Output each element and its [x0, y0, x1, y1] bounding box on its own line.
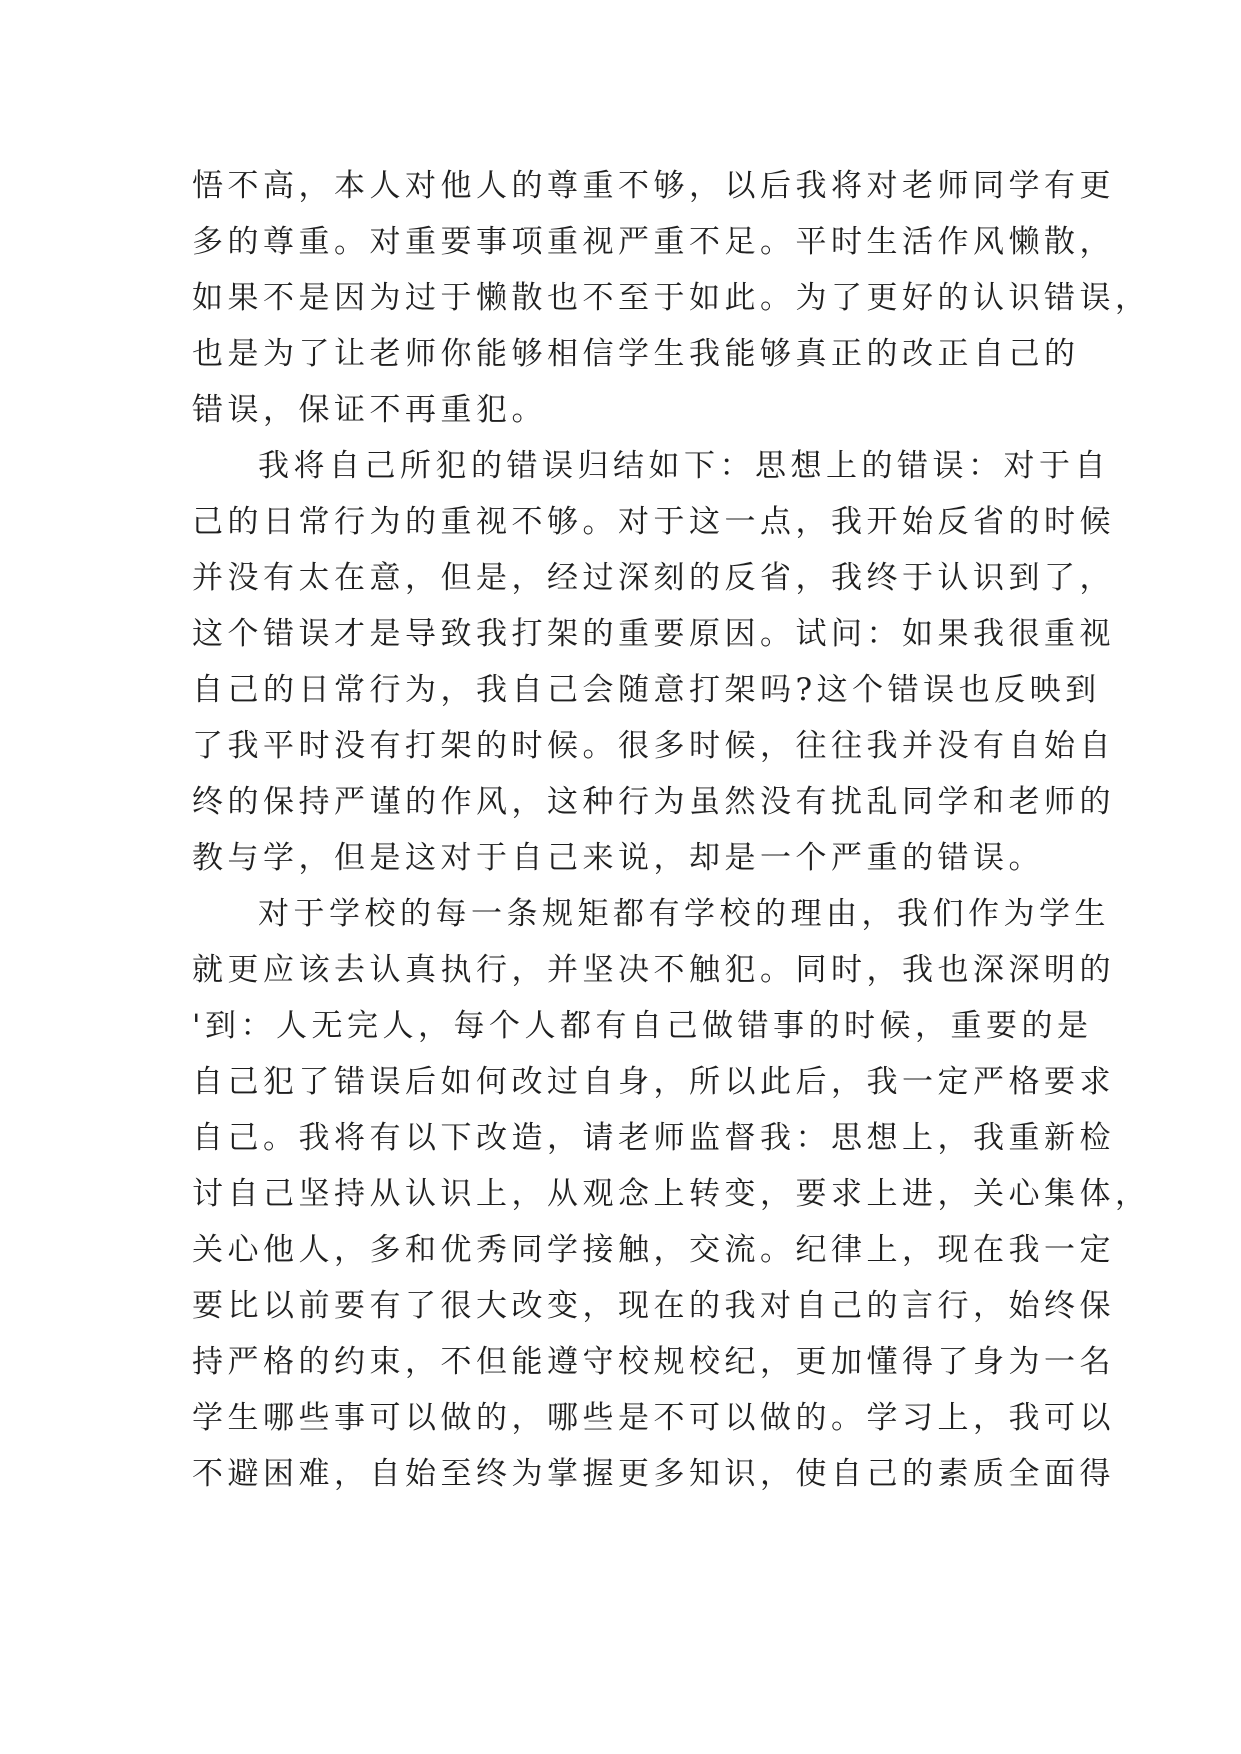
text-line: 悟不高，本人对他人的尊重不够，以后我将对老师同学有更: [192, 168, 1115, 204]
text-line: 并没有太在意，但是，经过深刻的反省，我终于认识到了，: [192, 560, 1115, 596]
text-line: 持严格的约束，不但能遵守校规校纪，更加懂得了身为一名: [192, 1344, 1115, 1380]
text-line: 讨自己坚持从认识上，从观念上转变，要求上进，关心集体，: [192, 1176, 1151, 1212]
text-line: 教与学，但是这对于自己来说，却是一个严重的错误。: [192, 840, 1044, 876]
text-line: 就更应该去认真执行，并坚决不触犯。同时，我也深深明的: [192, 952, 1115, 988]
text-line: 要比以前要有了很大改变，现在的我对自己的言行，始终保: [192, 1288, 1115, 1324]
text-line: 自己的日常行为，我自己会随意打架吗?这个错误也反映到: [192, 672, 1101, 708]
paragraph-start-line: 我将自己所犯的错误归结如下：思想上的错误：对于自: [258, 448, 1110, 484]
paragraph-start-line: 对于学校的每一条规矩都有学校的理由，我们作为学生: [258, 896, 1110, 932]
text-line: 学生哪些事可以做的，哪些是不可以做的。学习上，我可以: [192, 1400, 1115, 1436]
text-line: '到：人无完人，每个人都有自己做错事的时候，重要的是: [192, 1008, 1093, 1044]
text-line: 关心他人，多和优秀同学接触，交流。纪律上，现在我一定: [192, 1232, 1115, 1268]
text-line: 自己。我将有以下改造，请老师监督我：思想上，我重新检: [192, 1120, 1115, 1156]
body-text: [192, 158, 1151, 1502]
text-line: 多的尊重。对重要事项重视严重不足。平时生活作风懒散，: [192, 224, 1115, 260]
text-line: 己的日常行为的重视不够。对于这一点，我开始反省的时候: [192, 504, 1115, 540]
text-line: 自己犯了错误后如何改过自身，所以此后，我一定严格要求: [192, 1064, 1115, 1100]
text-line: 错误，保证不再重犯。: [192, 392, 547, 428]
text-line: 了我平时没有打架的时候。很多时候，往往我并没有自始自: [192, 728, 1115, 764]
text-line: 这个错误才是导致我打架的重要原因。试问：如果我很重视: [192, 616, 1115, 652]
text-line: 终的保持严谨的作风，这种行为虽然没有扰乱同学和老师的: [192, 784, 1115, 820]
text-line: 不避困难，自始至终为掌握更多知识，使自己的素质全面得: [192, 1456, 1115, 1492]
text-line: 也是为了让老师你能够相信学生我能够真正的改正自己的: [192, 336, 1080, 372]
text-line: 如果不是因为过于懒散也不至于如此。为了更好的认识错误，: [192, 280, 1151, 316]
